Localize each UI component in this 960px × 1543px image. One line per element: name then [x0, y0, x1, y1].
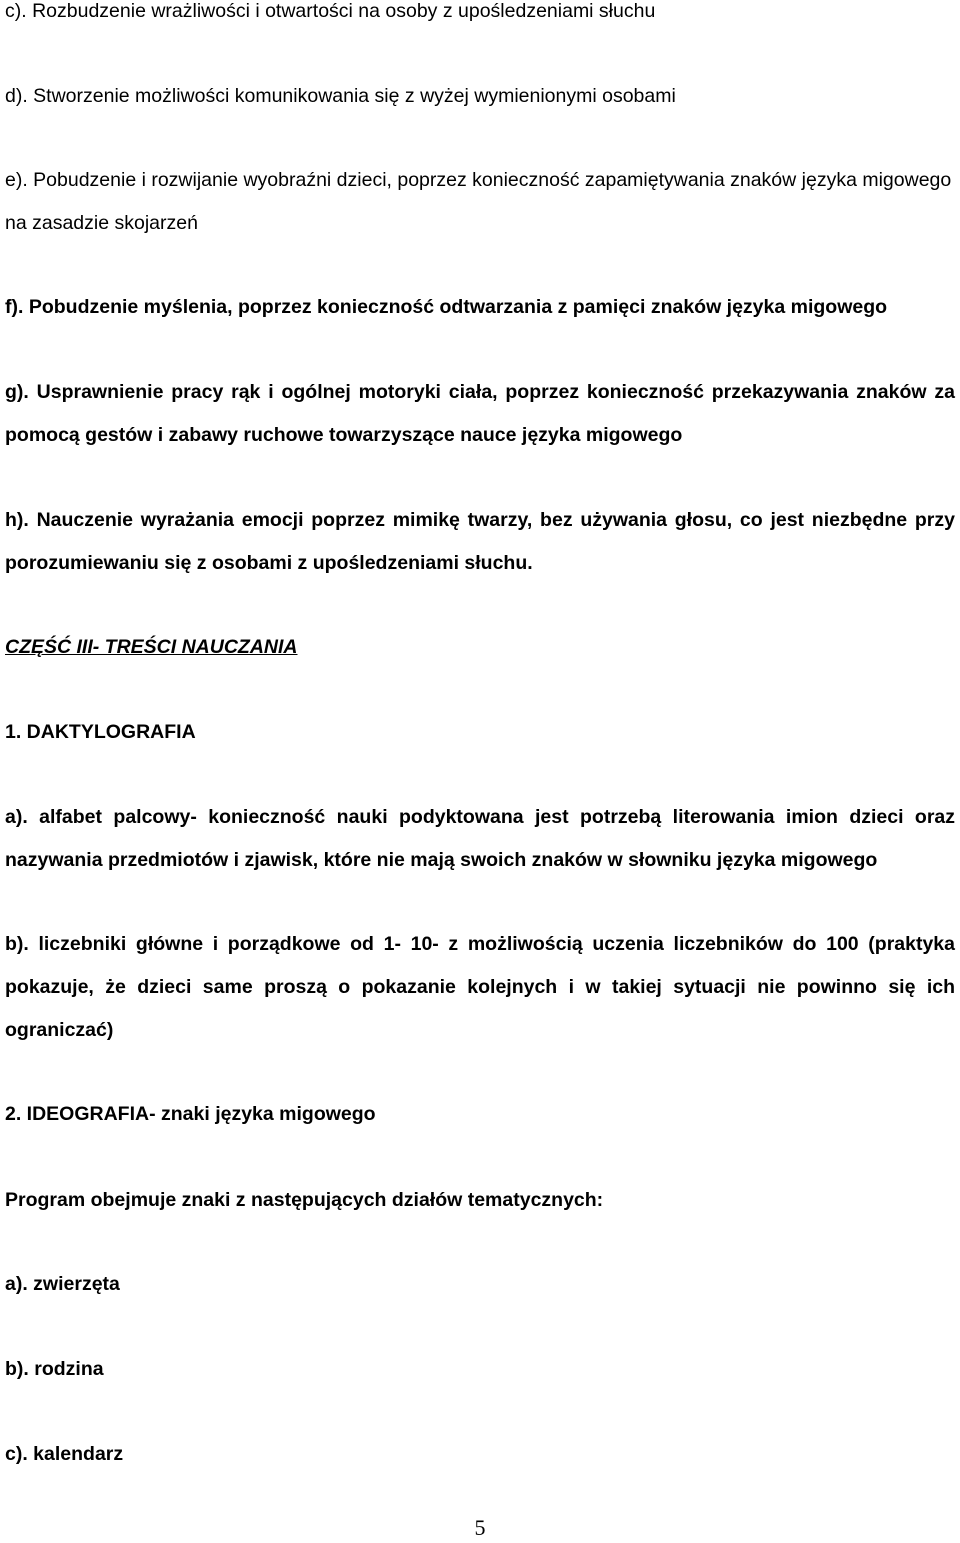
ideografia-heading: 2. IDEOGRAFIA- znaki języka migowego [5, 1103, 376, 1125]
ideografia-item-kalendarz: c). kalendarz [5, 1443, 124, 1465]
paragraph-e: e). Pobudzenie i rozwijanie wyobraźni dzieci, poprzez konieczność zapamiętywania znaków języka migowego na zasadzie skojarzeń [5, 169, 952, 234]
daktylografia-item-a: a). alfabet palcowy- konieczność nauki podyktowana jest potrzebą literowania imion dzieci oraz nazywania przedmiotów i zjawisk, które nie mają swoich znaków w słowniku języka migowego [5, 806, 955, 871]
ideografia-item-zwierzeta: a). zwierzęta [5, 1273, 120, 1295]
daktylografia-heading: 1. DAKTYLOGRAFIA [5, 721, 196, 743]
page-number: 5 [474, 1515, 486, 1540]
paragraph-h: h). Nauczenie wyrażania emocji poprzez mimikę twarzy, bez używania głosu, co jest niezbędne przy porozumiewaniu się z osobami z upośledzeniami słuchu. [5, 509, 955, 574]
paragraph-g: g). Usprawnienie pracy rąk i ogólnej motoryki ciała, poprzez konieczność przekazywania znaków za pomocą gestów i zabawy ruchowe towarzyszące nauce języka migowego [5, 381, 955, 446]
paragraph-c: c). Rozbudzenie wrażliwości i otwartości na osoby z upośledzeniami słuchu [5, 0, 656, 22]
ideografia-intro: Program obejmuje znaki z następujących działów tematycznych: [5, 1189, 604, 1211]
daktylografia-item-b: b). liczebniki główne i porządkowe od 1- 10- z możliwością uczenia liczebników do 100 (praktyka pokazuje, że dzieci same proszą o pokazanie kolejnych i w takiej sytuacji nie powinno się ich ograniczać) [5, 933, 955, 1041]
ideografia-item-rodzina: b). rodzina [5, 1358, 104, 1380]
paragraph-d: d). Stworzenie możliwości komunikowania się z wyżej wymienionymi osobami [5, 85, 676, 107]
paragraph-f: f). Pobudzenie myślenia, poprzez konieczność odtwarzania z pamięci znaków języka migowego [5, 296, 888, 318]
section-title: CZĘŚĆ III- TREŚCI NAUCZANIA [5, 636, 298, 658]
